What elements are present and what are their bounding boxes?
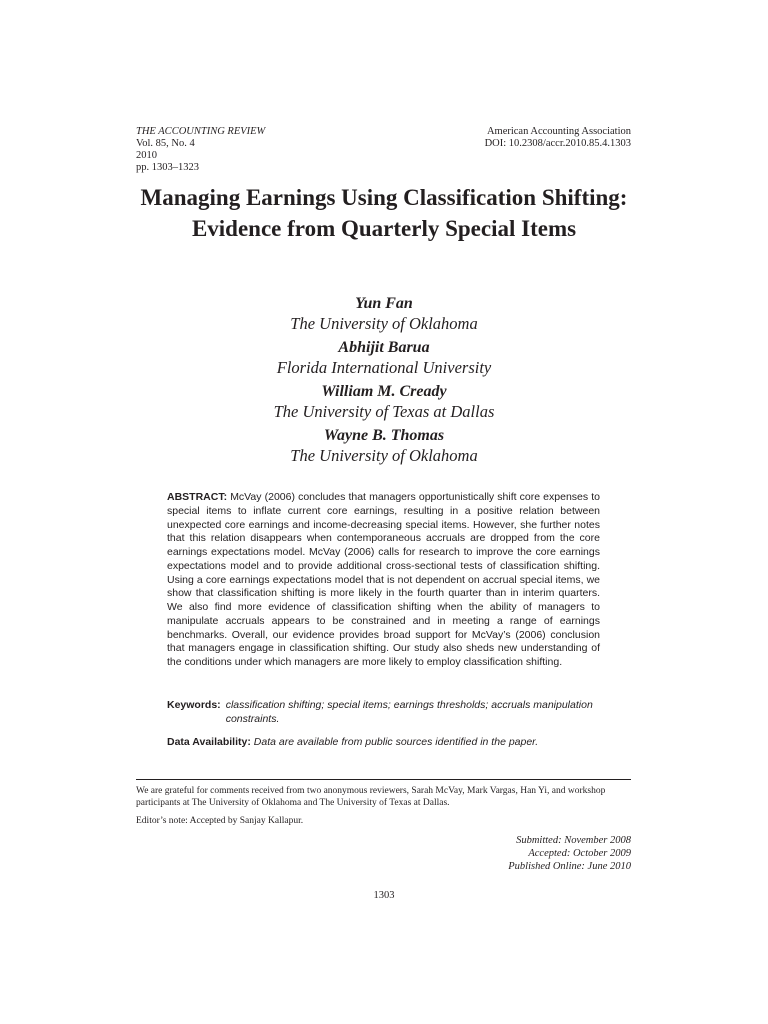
author-name: Wayne B. Thomas xyxy=(323,427,445,444)
journal-info xyxy=(136,126,265,174)
footnote-divider xyxy=(136,779,631,780)
acknowledgment-note: We are grateful for comments received from two anonymous reviewers, Sarah McVay, Mark Vargas, Han Yi, and workshop participants at The University of Oklahoma and The University of Texas at Dallas. xyxy=(136,786,606,808)
keywords-text: classification shifting; special items; earnings thresholds; accruals manipulation constraints. xyxy=(225,699,593,725)
abstract xyxy=(167,491,600,670)
author-name: Yun Fan xyxy=(355,295,413,312)
published-date: Published Online: June 2010 xyxy=(508,861,631,872)
submitted-date: Submitted: November 2008 xyxy=(516,835,631,846)
data-availability-text: Data are available from public sources identified in the paper. xyxy=(253,736,539,748)
author-block xyxy=(120,426,648,466)
paper-title: Managing Earnings Using Classification Shifting: Evidence from Quarterly Special Items xyxy=(140,185,628,241)
data-availability xyxy=(167,736,600,749)
footnotes xyxy=(136,786,631,835)
author-affiliation: The University of Oklahoma xyxy=(290,446,478,465)
author-block xyxy=(120,294,648,334)
submission-dates xyxy=(508,834,631,873)
author-name: William M. Cready xyxy=(321,383,447,400)
author-list xyxy=(120,294,648,470)
keywords-label: Keywords: xyxy=(167,699,221,711)
publisher-name: American Accounting Association xyxy=(486,126,631,137)
page-number: 1303 xyxy=(373,890,395,901)
editor-note: Editor’s note: Accepted by Sanjay Kallapur. xyxy=(136,816,304,826)
author-name: Abhijit Barua xyxy=(338,339,430,356)
abstract-text: McVay (2006) concludes that managers opportunistically shift core expenses to special items to inflate current core earnings, resulting in a positive relation between unexpected core earnings and income-decreasing special items. However, she further notes that this relation disappears when contemporaneous accruals are dropped from the core earnings expectations model. McVay (2006) calls for research to improve the core earnings expectations model and to provide additional cross-sectional tests of classification shifting. Using a core earnings expectations model that is not dependent on accrual special items, we show that classification shifting is more likely in the fourth quarter than in interim quarters. We also find more evidence of classification shifting when the ability of managers to manipulate accruals appears to be constrained and in meeting a range of earnings benchmarks. Overall, our evidence provides broad support for McVay’s (2006) conclusion that managers engage in classification shifting. Our study also sheds new understanding of the conditions under which managers are more likely to employ classification shifting. xyxy=(167,491,600,668)
accepted-date: Accepted: October 2009 xyxy=(528,848,631,859)
journal-year: 2010 xyxy=(136,150,157,161)
author-block xyxy=(120,338,648,378)
author-affiliation: The University of Texas at Dallas xyxy=(273,402,495,421)
abstract-label: ABSTRACT: xyxy=(167,491,228,503)
journal-pages: pp. 1303–1323 xyxy=(136,162,199,173)
data-availability-label: Data Availability: xyxy=(167,736,251,748)
author-affiliation: The University of Oklahoma xyxy=(290,314,478,333)
author-block xyxy=(120,382,648,422)
publisher-info xyxy=(485,126,631,150)
journal-volume: Vol. 85, No. 4 xyxy=(136,138,195,149)
keywords xyxy=(167,699,600,726)
author-affiliation: Florida International University xyxy=(276,358,492,377)
journal-name: THE ACCOUNTING REVIEW xyxy=(136,126,266,137)
doi-link[interactable]: DOI: 10.2308/accr.2010.85.4.1303 xyxy=(484,138,631,149)
